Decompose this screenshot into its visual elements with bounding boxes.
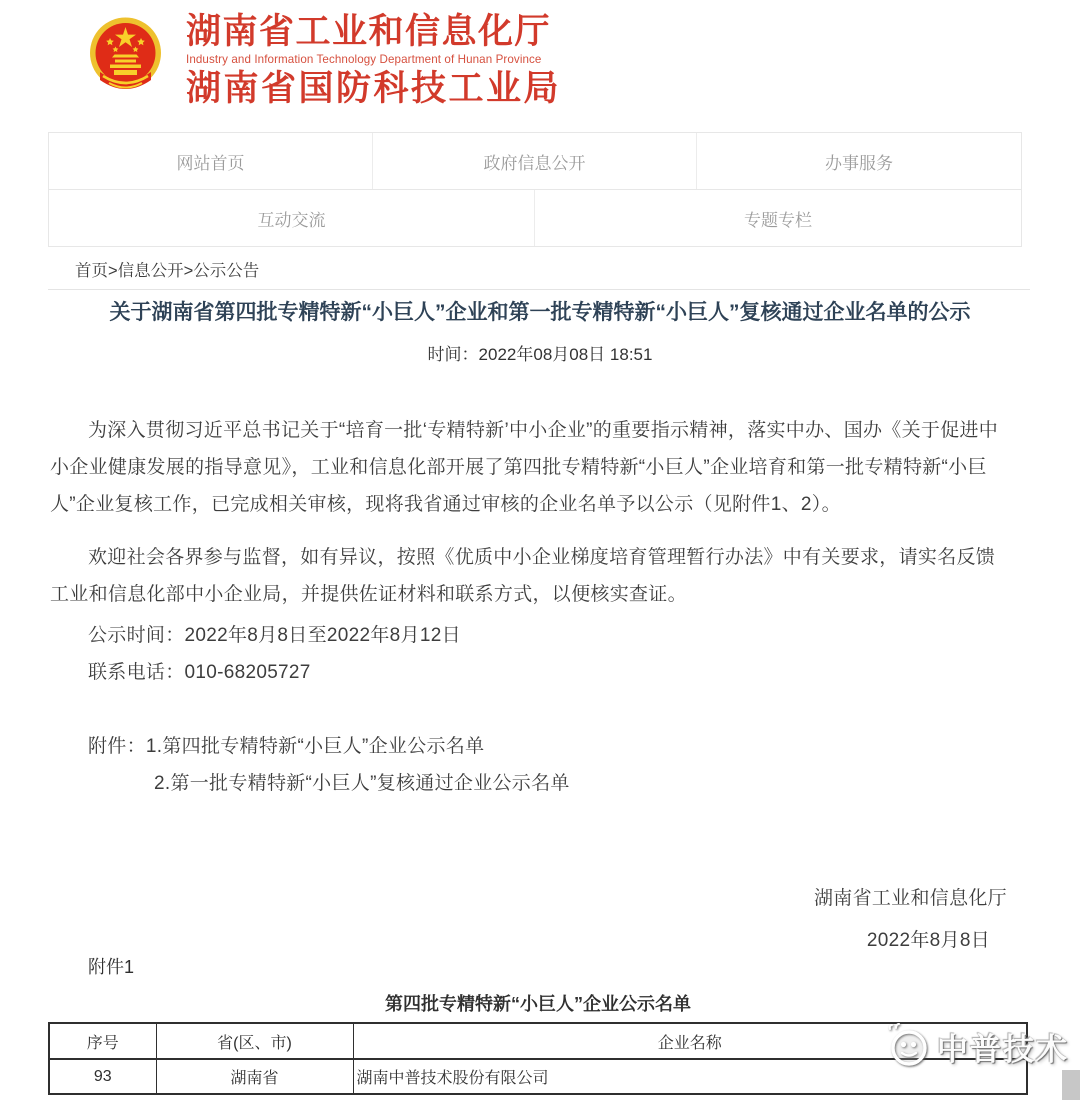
- cell-company-name: 湖南中普技术股份有限公司: [353, 1059, 1027, 1094]
- nav-item-home[interactable]: 网站首页: [49, 133, 373, 189]
- attachment-link-2[interactable]: 2.第一批专精特新“小巨人”复核通过企业公示名单: [154, 773, 570, 794]
- article-body: [50, 412, 1012, 959]
- org-title-secondary: 湖南省国防科技工业局: [186, 69, 562, 108]
- watermark-logo-icon: [884, 1022, 932, 1070]
- annex1-label: 附件1: [88, 957, 135, 977]
- cell-province: 湖南省: [156, 1059, 353, 1094]
- table-header-row: [49, 1023, 1027, 1059]
- scrollbar-thumb[interactable]: [1062, 1070, 1080, 1100]
- header-org-titles: [186, 13, 561, 108]
- cell-index: 93: [49, 1059, 156, 1094]
- attachments-list: [50, 728, 1012, 802]
- org-title-english: Industry and Information Technology Department of Hunan Province: [186, 53, 542, 66]
- signature-org: 湖南省工业和信息化厅: [813, 888, 1007, 909]
- publicity-period: 公示时间：2022年8月8日至2022年8月12日: [88, 625, 461, 646]
- signature-date: 2022年8月8日: [866, 930, 990, 951]
- site-header: [0, 0, 1080, 131]
- nav-row-2: [49, 190, 1021, 246]
- attachments-label: 附件：: [88, 736, 146, 757]
- main-nav: [48, 132, 1022, 247]
- nav-item-gov-info-disclosure[interactable]: 政府信息公开: [373, 133, 697, 189]
- nav-item-services[interactable]: 办事服务: [825, 153, 893, 173]
- watermark: [884, 1022, 1069, 1070]
- nav-row-1: [49, 133, 1021, 190]
- table-row: [49, 1059, 1027, 1094]
- nav-item-special-topics[interactable]: 专题专栏: [744, 210, 812, 230]
- column-header-province: 省(区、市): [156, 1023, 353, 1059]
- nav-item-interaction[interactable]: 互动交流: [49, 190, 535, 246]
- paragraph-1: 为深入贯彻习近平总书记关于“培育一批‘专精特新’中小企业”的重要指示精神，落实中办、国办《关于促进中小企业健康发展的指导意见》，工业和信息化部开展了第四批专精特新“小巨人”企业培育和第一批专精特新“小巨人”企业复核工作，已完成相关审核，现将我省通过审核的企业名单予以公示（见附件1、2）。: [50, 420, 999, 515]
- signature-block: [50, 880, 1012, 959]
- column-header-company: 企业名称: [353, 1023, 1027, 1059]
- watermark-text: 中普技术: [937, 1031, 1069, 1067]
- contact-phone: 联系电话：010-68205727: [88, 662, 311, 683]
- attachment-line-1: [50, 728, 1012, 765]
- column-header-index: 序号: [49, 1023, 156, 1059]
- annex1-table-title: 第四批专精特新“小巨人”企业公示名单: [385, 994, 691, 1014]
- national-emblem-icon: [89, 16, 162, 98]
- org-title-primary: 湖南省工业和信息化厅: [186, 12, 552, 51]
- paragraph-2: 欢迎社会各界参与监督，如有异议，按照《优质中小企业梯度培育管理暂行办法》中有关要求，请实名反馈工业和信息化部中小企业局，并提供佐证材料和联系方式，以便核实查证。: [50, 547, 996, 605]
- breadcrumb[interactable]: 首页>信息公开>公示公告: [48, 253, 1030, 290]
- annex1-table: [48, 1022, 1028, 1095]
- publish-time: 时间：2022年08月08日 18:51: [427, 345, 653, 364]
- attachment-link-1[interactable]: 1.第四批专精特新“小巨人”企业公示名单: [145, 736, 485, 757]
- article-title: 关于湖南省第四批专精特新“小巨人”企业和第一批专精特新“小巨人”复核通过企业名单的公示: [109, 301, 971, 324]
